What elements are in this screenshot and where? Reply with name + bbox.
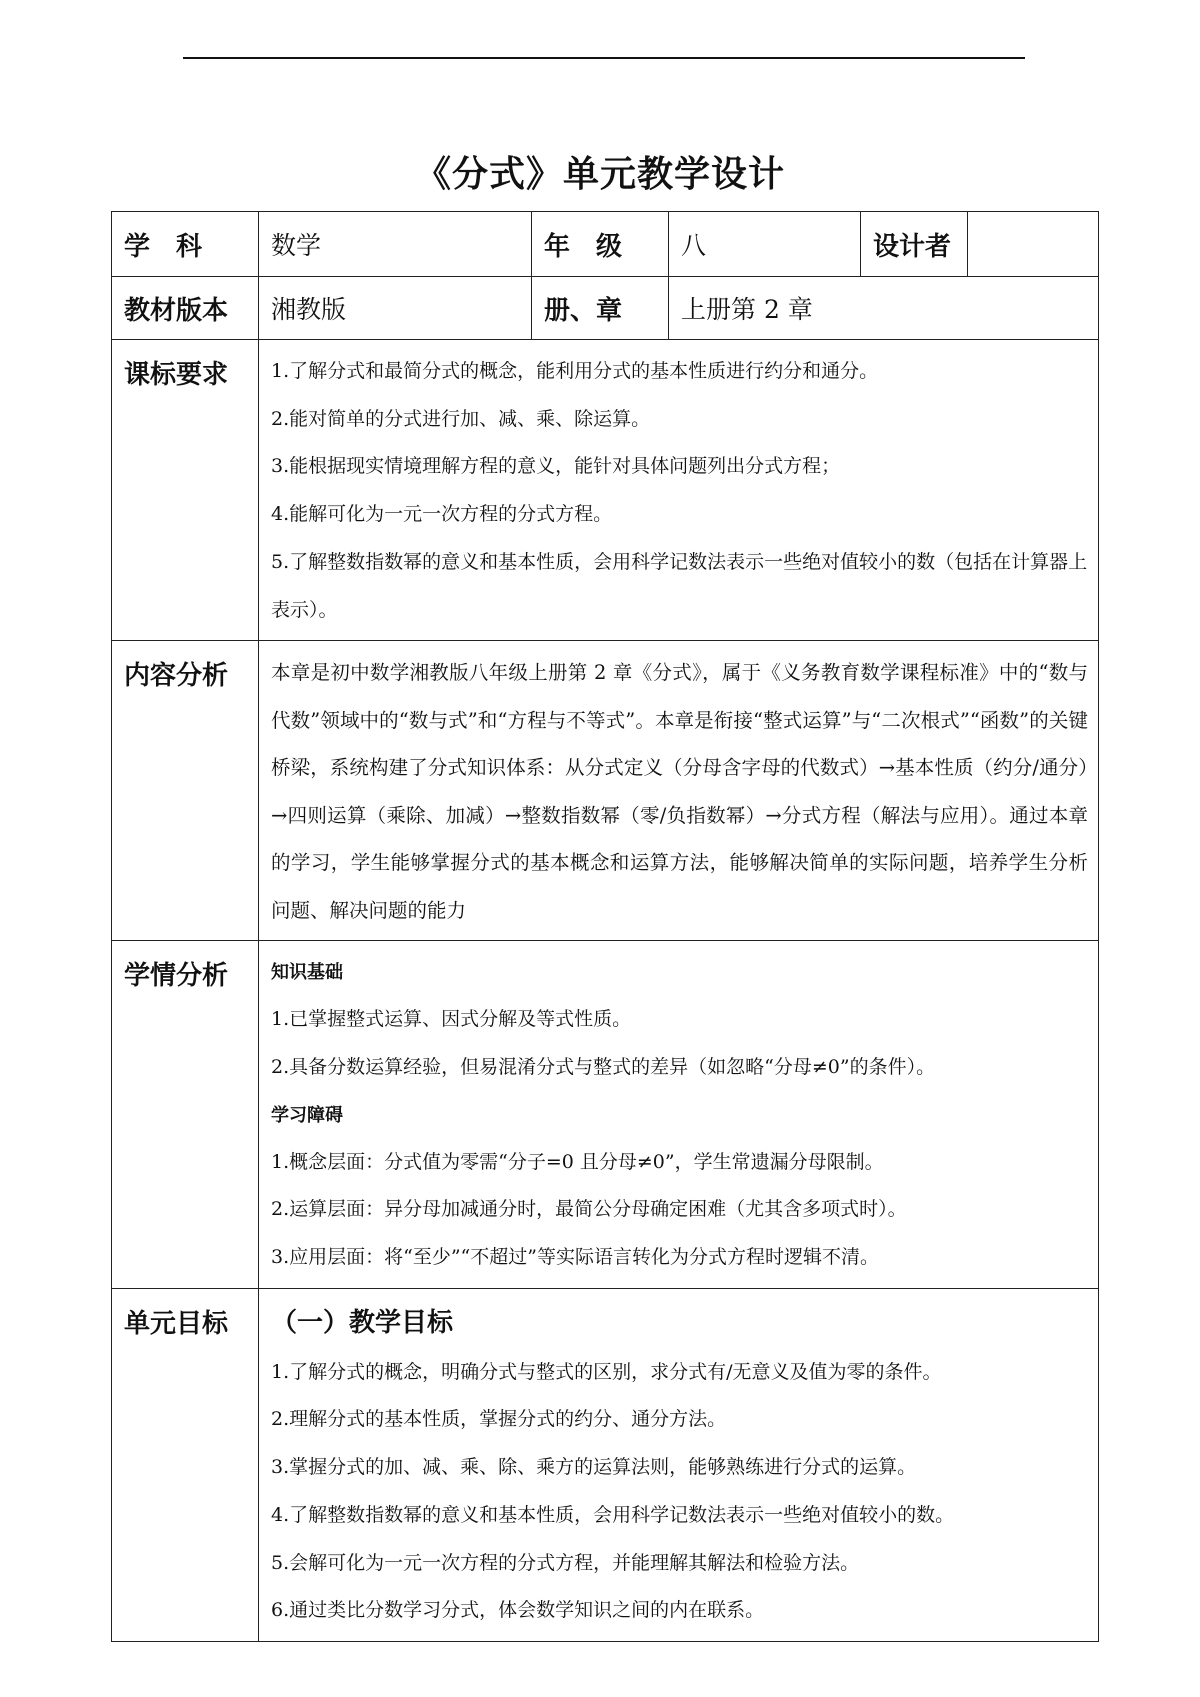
lesson-plan-table xyxy=(111,211,1099,1642)
subject-value: 数学 xyxy=(259,212,532,277)
grade-value: 八 xyxy=(669,212,861,277)
unit-goals-content xyxy=(259,1288,1099,1641)
list-item: 4.了解整数指数幂的意义和基本性质，会用科学记数法表示一些绝对值较小的数。 xyxy=(271,1503,955,1526)
curriculum-label: 课标要求 xyxy=(112,340,259,641)
subject-label: 学 科 xyxy=(112,212,259,277)
volume-label: 册、章 xyxy=(532,277,669,340)
curriculum-content xyxy=(259,340,1099,641)
list-item: 2.能对简单的分式进行加、减、乘、除运算。 xyxy=(271,407,651,430)
list-item: 3.应用层面：将“至少”“不超过”等实际语言转化为分式方程时逻辑不清。 xyxy=(271,1246,879,1269)
list-item: 2.具备分数运算经验，但易混淆分式与整式的差异（如忽略“分母≠0”的条件）。 xyxy=(271,1055,936,1078)
designer-label: 设计者 xyxy=(861,212,968,277)
table-row xyxy=(112,1288,1099,1641)
header-rule xyxy=(183,57,1025,59)
list-item: 1.概念层面：分式值为零需“分子=0 且分母≠0”，学生常遗漏分母限制。 xyxy=(271,1150,884,1173)
list-item: 4.能解可化为一元一次方程的分式方程。 xyxy=(271,503,613,526)
document-title: 《分式》单元教学设计 xyxy=(414,154,785,195)
table-row xyxy=(112,212,1099,277)
designer-value xyxy=(968,212,1099,277)
list-item: 1.了解分式和最简分式的概念，能利用分式的基本性质进行约分和通分。 xyxy=(271,360,879,382)
grade-label: 年 级 xyxy=(532,212,669,277)
content-analysis-label: 内容分析 xyxy=(112,641,259,941)
unit-goals-label: 单元目标 xyxy=(112,1288,259,1641)
student-analysis-label: 学情分析 xyxy=(112,941,259,1289)
table-row xyxy=(112,277,1099,340)
list-item: 6.通过类比分数学习分式，体会数学知识之间的内在联系。 xyxy=(271,1599,765,1622)
list-item: 1.了解分式的概念，明确分式与整式的区别，求分式有/无意义及值为零的条件。 xyxy=(271,1360,942,1383)
goals-heading: （一）教学目标 xyxy=(271,1307,454,1338)
obstacle-heading: 学习障碍 xyxy=(271,1104,343,1126)
content-analysis-text: 本章是初中数学湘教版八年级上册第 2 章《分式》，属于《义务教育数学课程标准》中的“数与代数”领域中的“数与式”和“方程与不等式”。本章是衔接“整式运算”与“二次根式”“函数”的关键桥梁，系统构建了分式知识体系：从分式定义（分母含字母的代数式）→基本性质（约分/通分）→四则运算（乘除、加减）→整数指数幂（零/负指数幂）→分式方程（解法与应用）。通过本章的学习，学生能够掌握分式的基本概念和运算方法，能够解决简单的实际问题，培养学生分析问题、解决问题的能力 xyxy=(271,661,1088,922)
student-analysis-content xyxy=(259,941,1099,1289)
table-row xyxy=(112,941,1099,1289)
edition-label: 教材版本 xyxy=(112,277,259,340)
knowledge-heading: 知识基础 xyxy=(271,962,343,984)
edition-value: 湘教版 xyxy=(259,277,532,340)
list-item: 2.运算层面：异分母加减通分时，最简公分母确定困难（尤其含多项式时）。 xyxy=(271,1198,907,1221)
list-item: 1.已掌握整式运算、因式分解及等式性质。 xyxy=(271,1008,632,1031)
list-item: 5.了解整数指数幂的意义和基本性质，会用科学记数法表示一些绝对值较小的数（包括在计算器上表示）。 xyxy=(271,550,1088,621)
list-item: 3.掌握分式的加、减、乘、除、乘方的运算法则，能够熟练进行分式的运算。 xyxy=(271,1456,917,1479)
table-row xyxy=(112,340,1099,641)
list-item: 5.会解可化为一元一次方程的分式方程，并能理解其解法和检验方法。 xyxy=(271,1551,860,1574)
list-item: 3.能根据现实情境理解方程的意义，能针对具体问题列出分式方程； xyxy=(271,455,841,478)
list-item: 2.理解分式的基本性质，掌握分式的约分、通分方法。 xyxy=(271,1408,727,1431)
content-analysis-content xyxy=(259,641,1099,941)
table-row xyxy=(112,641,1099,941)
volume-value: 上册第 2 章 xyxy=(669,277,1099,340)
